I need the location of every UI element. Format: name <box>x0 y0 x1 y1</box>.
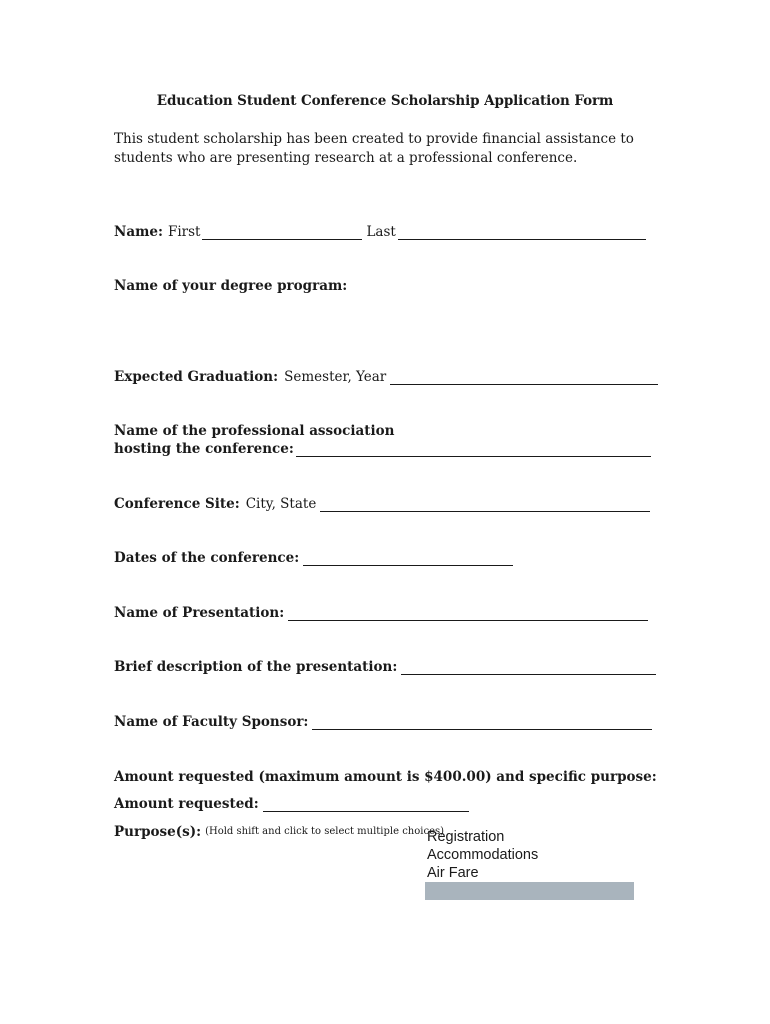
last-name-field[interactable] <box>398 225 646 240</box>
graduation-hint: Semester, Year <box>284 369 387 385</box>
degree-row <box>114 274 347 294</box>
name-row <box>114 220 646 240</box>
form-title: Education Student Conference Scholarship Application Form <box>156 93 614 109</box>
purpose-label: Purpose(s): <box>114 824 202 840</box>
description-label: Brief description of the presentation: <box>114 659 398 675</box>
purpose-listbox[interactable] <box>425 828 634 900</box>
site-row <box>114 492 650 512</box>
conference-dates-field[interactable] <box>303 551 513 566</box>
graduation-field[interactable] <box>390 370 658 385</box>
amount-requested-label: Amount requested: <box>114 796 259 812</box>
description-field[interactable] <box>401 660 656 675</box>
conference-site-label: Conference Site: <box>114 496 240 512</box>
dates-row <box>114 546 513 566</box>
association-row-2 <box>114 437 651 457</box>
purpose-option-accommodations[interactable]: Accommodations <box>427 847 539 863</box>
last-name-label: Last <box>366 224 396 240</box>
amount-row <box>114 792 469 812</box>
association-field[interactable] <box>296 442 651 457</box>
purpose-row <box>114 820 444 840</box>
first-name-label: First <box>167 224 201 240</box>
presentation-name-label: Name of Presentation: <box>114 605 285 621</box>
faculty-sponsor-field[interactable] <box>312 715 652 730</box>
graduation-row <box>114 365 658 385</box>
conference-site-hint: City, State <box>245 496 317 512</box>
presentation-row <box>114 601 648 621</box>
sponsor-row <box>114 710 652 730</box>
amount-heading-row <box>114 765 657 785</box>
purpose-option-selected-blank[interactable] <box>425 882 634 900</box>
association-label-line1: Name of the professional association <box>114 423 395 439</box>
first-name-field[interactable] <box>202 225 362 240</box>
amount-heading: Amount requested (maximum amount is $400.00) and specific purpose: <box>114 769 657 785</box>
conference-dates-label: Dates of the conference: <box>114 550 300 566</box>
purpose-option-air-fare[interactable]: Air Fare <box>427 865 479 881</box>
conference-site-field[interactable] <box>320 497 650 512</box>
purpose-hint: (Hold shift and click to select multiple choices) <box>205 826 445 837</box>
graduation-label: Expected Graduation: <box>114 369 279 385</box>
association-label-line2: hosting the conference: <box>114 441 294 457</box>
intro-paragraph: This student scholarship has been created to provide financial assistance to students who are presenting research at a professional conference. <box>114 131 634 166</box>
amount-requested-field[interactable] <box>263 797 469 812</box>
description-row <box>114 655 656 675</box>
purpose-option-registration[interactable]: Registration <box>427 829 505 845</box>
faculty-sponsor-label: Name of Faculty Sponsor: <box>114 714 309 730</box>
presentation-name-field[interactable] <box>288 606 648 621</box>
name-label: Name: <box>114 224 163 240</box>
degree-program-field[interactable] <box>114 298 634 350</box>
degree-program-label: Name of your degree program: <box>114 278 348 294</box>
association-row-1 <box>114 419 394 439</box>
